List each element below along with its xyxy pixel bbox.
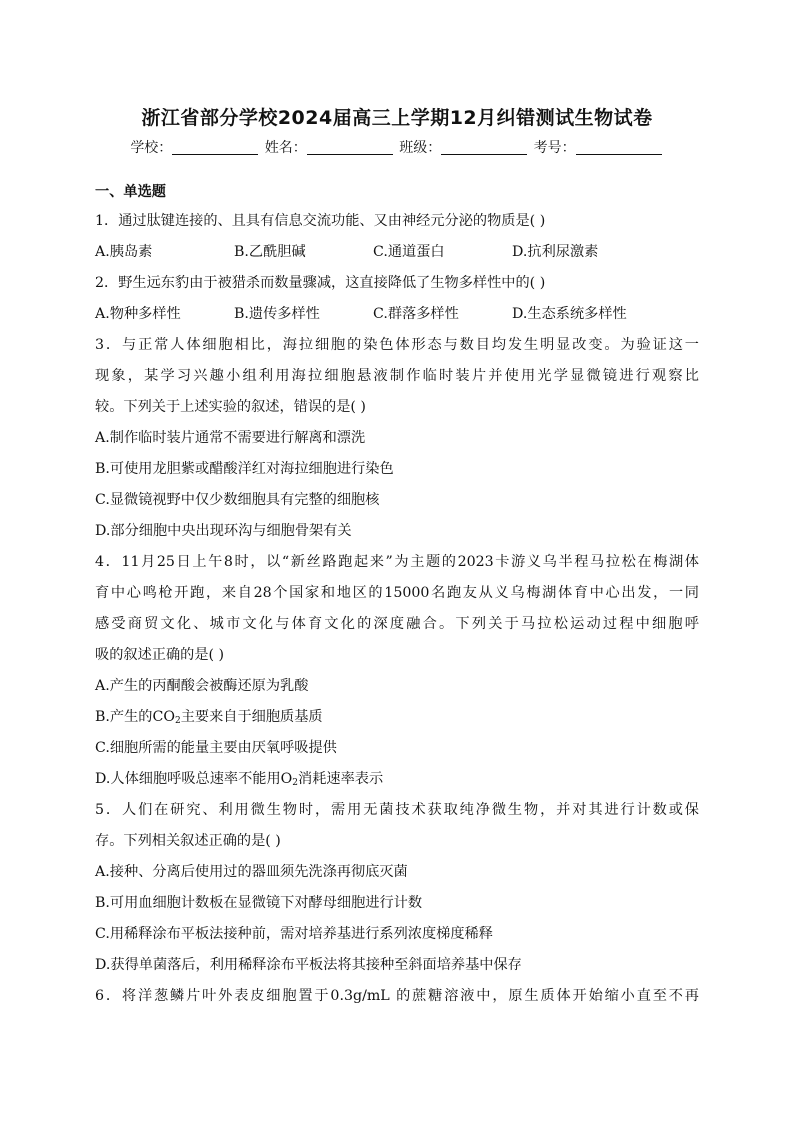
- class-field[interactable]: [441, 140, 527, 155]
- option-d-text: D.人体细胞呼吸总速率不能用O: [95, 771, 293, 787]
- option-row: [95, 299, 699, 330]
- option-d: D.部分细胞中央出现环沟与细胞骨架有关: [95, 523, 352, 539]
- option-c: C.细胞所需的能量主要由厌氧呼吸提供: [95, 740, 337, 756]
- section-heading: 一、单选题: [95, 184, 166, 200]
- school-label: 学校：: [130, 140, 173, 156]
- subscript-2: 2: [175, 716, 181, 726]
- option-d-text-rest: 消耗速率表示: [298, 771, 384, 787]
- question-1: [95, 206, 699, 268]
- question-4: [95, 547, 699, 795]
- question-stem: 1．通过肽键连接的、且具有信息交流功能、又由神经元分泌的物质是( ): [95, 213, 546, 229]
- student-info-row: [0, 137, 794, 157]
- exam-number-field[interactable]: [576, 140, 662, 155]
- option-a: A.产生的丙酮酸会被酶还原为乳酸: [95, 678, 309, 694]
- option-c: C.群落多样性: [373, 306, 459, 322]
- name-field[interactable]: [307, 140, 393, 155]
- class-label: 班级：: [399, 140, 442, 156]
- exam-number-label: 考号：: [533, 140, 576, 156]
- option-b: [95, 702, 699, 733]
- question-2: [95, 268, 699, 330]
- exam-title: 浙江省部分学校2024届高三上学期12月纠错测试生物试卷: [141, 107, 653, 129]
- option-a: A.胰岛素: [95, 244, 153, 260]
- question-stem: 2．野生远东豹由于被猎杀而数量骤减，这直接降低了生物多样性中的( ): [95, 275, 546, 291]
- option-b-text: B.产生的CO: [95, 709, 175, 725]
- option-a: A.物种多样性: [95, 306, 181, 322]
- question-stem-line: 现象，某学习兴趣小组利用海拉细胞悬液制作临时装片并使用光学显微镜进行观察比: [95, 368, 699, 384]
- question-stem-line: 4．11月25日上午8时，以“新丝路跑起来”为主题的2023卡游义乌半程马拉松在梅湖体: [95, 554, 699, 570]
- question-stem-line: 5．人们在研究、利用微生物时，需用无菌技术获取纯净微生物，并对其进行计数或保: [95, 802, 699, 818]
- option-b: B.遗传多样性: [234, 306, 320, 322]
- name-label: 姓名：: [264, 140, 307, 156]
- question-6: [95, 981, 699, 1012]
- option-b-text-rest: 主要来自于细胞质基质: [180, 709, 323, 725]
- option-b: B.可用血细胞计数板在显微镜下对酵母细胞进行计数: [95, 895, 423, 911]
- option-d: D.获得单菌落后，利用稀释涂布平板法将其接种至斜面培养基中保存: [95, 957, 522, 973]
- question-stem-line: 3．与正常人体细胞相比，海拉细胞的染色体形态与数目均发生明显改变。为验证这一: [95, 337, 699, 353]
- option-b: B.乙酰胆碱: [234, 244, 306, 260]
- question-stem-line: 育中心鸣枪开跑，来自28个国家和地区的15000名跑友从义乌梅湖体育中心出发，一同: [95, 585, 699, 601]
- subscript-2: 2: [292, 778, 298, 788]
- option-c: C.用稀释涂布平板法接种前，需对培养基进行系列浓度梯度稀释: [95, 926, 493, 942]
- option-d: [95, 764, 699, 795]
- question-list: [95, 178, 699, 1012]
- option-d: D.生态系统多样性: [512, 306, 627, 322]
- option-row: [95, 237, 699, 268]
- question-5: [95, 795, 699, 981]
- question-stem-line: 吸的叙述正确的是( ): [95, 647, 225, 663]
- option-c: C.显微镜视野中仅少数细胞具有完整的细胞核: [95, 492, 380, 508]
- option-b: B.可使用龙胆紫或醋酸洋红对海拉细胞进行染色: [95, 461, 394, 477]
- option-a: A.制作临时装片通常不需要进行解离和漂洗: [95, 430, 366, 446]
- school-field[interactable]: [172, 140, 258, 155]
- option-d: D.抗利尿激素: [512, 244, 599, 260]
- question-stem-line: 感受商贸文化、城市文化与体育文化的深度融合。下列关于马拉松运动过程中细胞呼: [95, 616, 699, 632]
- option-a: A.接种、分离后使用过的器皿须先洗涤再彻底灭菌: [95, 864, 408, 880]
- question-stem-line: 存。下列相关叙述正确的是( ): [95, 833, 281, 849]
- question-stem-line: 较。下列关于上述实验的叙述，错误的是( ): [95, 399, 366, 415]
- question-stem-line: 6．将洋葱鳞片叶外表皮细胞置于0.3g/mL 的蔗糖溶液中，原生质体开始缩小直至不再: [95, 988, 699, 1004]
- question-3: [95, 330, 699, 547]
- option-c: C.通道蛋白: [373, 244, 445, 260]
